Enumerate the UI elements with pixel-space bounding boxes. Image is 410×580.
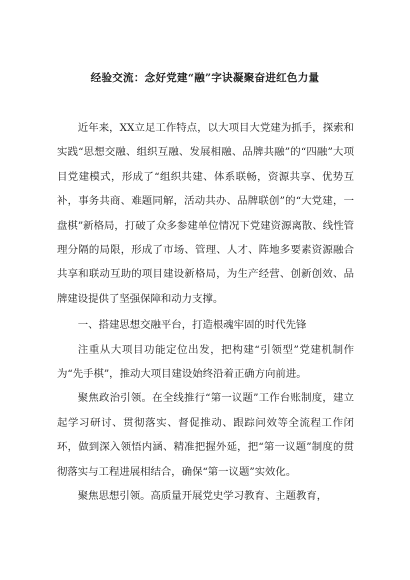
paragraph-3: 聚焦政治引领。在全线推行“第一议题”工作台账制度，建立起学习研讨、贯彻落实、督促推动、跟踪问效等全流程工作闭环，做到深入领悟内涵、精准把握外延，把“第一议题”制度的贯彻落实与工程进展相结合，确保“第一议题”实效化。	[57, 392, 354, 478]
document-title: 经验交流：念好党建“融”字诀凝聚奋进红色力量	[90, 72, 320, 84]
document-body	[57, 116, 354, 509]
section-heading-1: 一、搭建思想交融平台，打造根魂牢固的时代先锋	[77, 319, 307, 332]
paragraph-4: 聚焦思想引领。高质量开展党史学习教育、主题教育，	[77, 490, 328, 503]
paragraph-intro: 近年来，XX立足工作特点，以大项目大党建为抓手，探索和实践“思想交融、组织互融、发展相融、品牌共融”的“四融”大项目党建模式，形成了“组织共建、体系联畅，资源共享、优势互补，事务共商、难题同解，活动共办、品牌联创”的“大党建，一盘棋”新格局，打破了众多参建单位情况下党建资源离散、线性管理分隔的局限，形成了市场、管理、人才、阵地多要素资源融合共享和联动互助的项目建设新格局，为生产经营、创新创效、品牌建设提供了坚强保障和动力支撑。	[57, 122, 354, 305]
paragraph-2: 注重从大项目功能定位出发，把构建“引领型”党建机制作为“先手棋”，推动大项目建设始终沿着正确方向前进。	[57, 343, 354, 381]
